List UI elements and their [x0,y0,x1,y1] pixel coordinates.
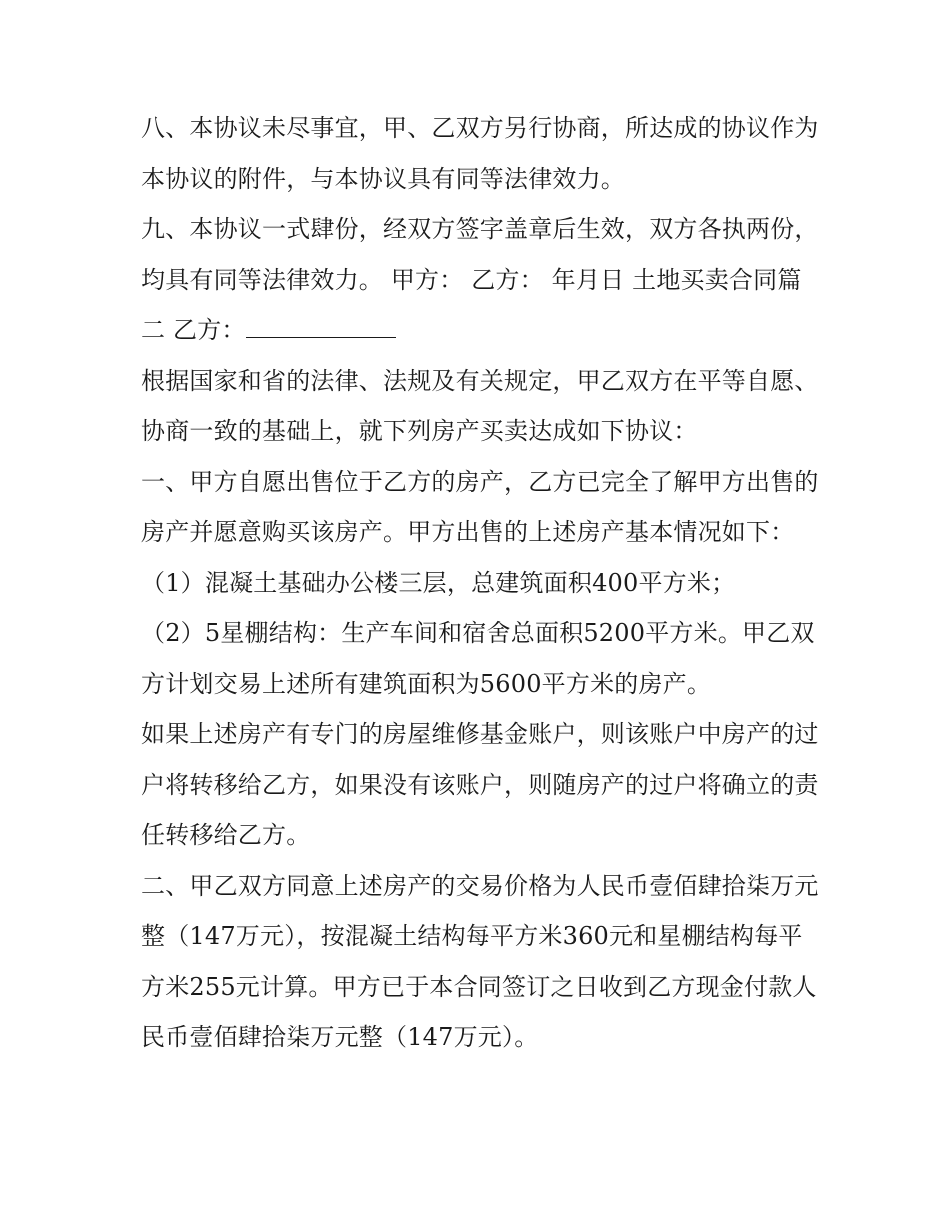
document-body [141,103,821,1063]
clause-eight-paragraph: 八、本协议未尽事宜，甲、乙双方另行协商，所达成的协议作为本协议的附件，与本协议具有同等法律效力。 [141,114,819,193]
party-b-blank-line [246,315,396,338]
preamble-paragraph: 根据国家和省的法律、法规及有关规定，甲乙双方在平等自愿、协商一致的基础上，就下列房产买卖达成如下协议： [141,366,819,445]
clause-nine-paragraph [141,204,821,356]
article-one-paragraph: 一、甲方自愿出售位于乙方的房产，乙方已完全了解甲方出售的房产并愿意购买该房产。甲方出售的上述房产基本情况如下： [141,467,819,546]
maintenance-fund-paragraph: 如果上述房产有专门的房屋维修基金账户，则该账户中房产的过户将转移给乙方，如果没有该账户，则随房产的过户将确立的责任转移给乙方。 [141,720,819,849]
article-two-paragraph: 二、甲乙双方同意上述房产的交易价格为人民币壹佰肆拾柒万元整（147万元），按混凝土结构每平方米360元和星棚结构每平方米255元计算。甲方已于本合同签订之日收到乙方现金付款人民币壹佰肆拾柒万元整（147万元）。 [141,871,819,1051]
clause-nine-text: 九、本协议一式肆份，经双方签字盖章后生效，双方各执两份，均具有同等法律效力。 甲方： 乙方： 年月日 土地买卖合同篇二 乙方： [141,215,819,344]
item-one-paragraph: （1）混凝土基础办公楼三层，总建筑面积400平方米； [141,568,736,597]
item-two-paragraph: （2）5星棚结构：生产车间和宿舍总面积5200平方米。甲乙双方计划交易上述所有建筑面积为5600平方米的房产。 [141,619,815,698]
